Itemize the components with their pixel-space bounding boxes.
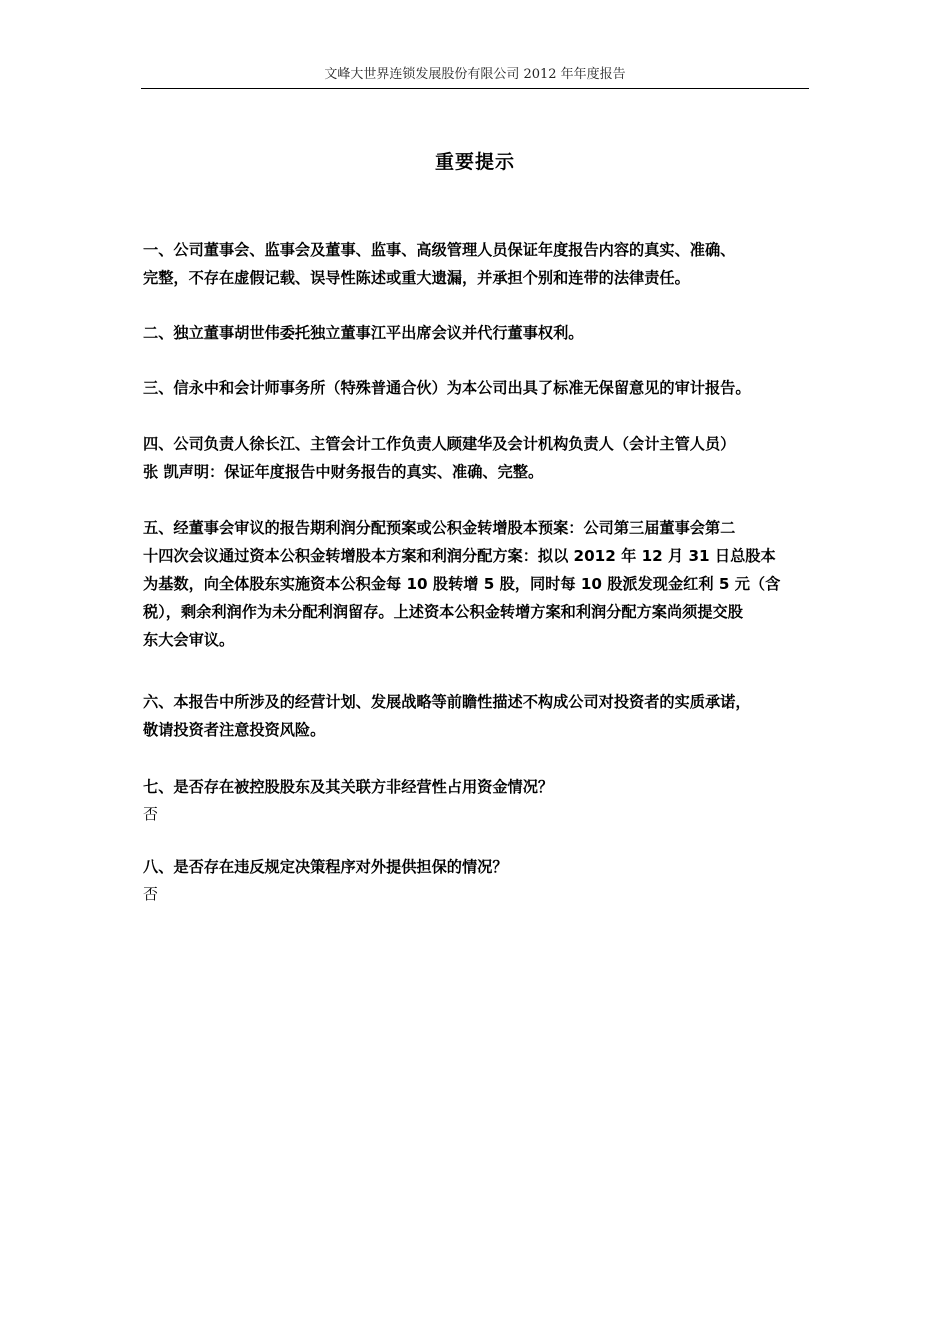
notice-item-1-line-2: 完整，不存在虚假记载、误导性陈述或重大遗漏，并承担个别和连带的法律责任。 [143, 269, 690, 287]
notice-item-1 [143, 236, 811, 292]
notice-item-8-question [143, 853, 811, 881]
notice-item-4-line-1: 四、公司负责人徐长江、主管会计工作负责人顾建华及会计机构负责人（会计主管人员） [143, 435, 736, 453]
notice-item-7-question [143, 773, 811, 801]
page-header [141, 64, 809, 89]
notice-item-6 [143, 688, 811, 744]
notice-item-5-line-3: 为基数，向全体股东实施资本公积金每 10 股转增 5 股，同时每 10 股派发现金红利 5 元（含 [143, 575, 781, 593]
notice-item-5-line-4: 税），剩余利润作为未分配利润留存。上述资本公积金转增方案和利润分配方案尚须提交股 [143, 603, 743, 621]
header-text: 文峰大世界连锁发展股份有限公司 2012 年年度报告 [324, 67, 626, 82]
notice-item-2 [143, 319, 811, 347]
notice-item-1-line-1: 一、公司董事会、监事会及董事、监事、高级管理人员保证年度报告内容的真实、准确、 [143, 241, 736, 259]
notice-item-5 [143, 514, 811, 654]
notice-item-3-line-1: 三、信永中和会计师事务所（特殊普通合伙）为本公司出具了标准无保留意见的审计报告。 [143, 379, 751, 397]
notice-item-8-question-text: 八、是否存在违反规定决策程序对外提供担保的情况？ [143, 858, 508, 876]
notice-item-4-line-2: 张 凯声明：保证年度报告中财务报告的真实、准确、完整。 [143, 463, 544, 481]
notice-item-3 [143, 374, 811, 402]
notice-item-8-answer: 否 [143, 885, 159, 903]
notice-item-5-line-5: 东大会审议。 [143, 631, 235, 649]
page-title: 重要提示 [434, 151, 515, 173]
notice-item-5-line-1: 五、经董事会审议的报告期利润分配预案或公积金转增股本预案：公司第三届董事会第二 [143, 519, 736, 537]
notice-item-7-answer: 否 [143, 805, 159, 823]
notice-item-7-question-text: 七、是否存在被控股股东及其关联方非经营性占用资金情况？ [143, 778, 554, 796]
notice-item-6-line-2: 敬请投资者注意投资风险。 [143, 721, 326, 739]
notice-item-4 [143, 430, 811, 486]
notice-item-6-line-1: 六、本报告中所涉及的经营计划、发展战略等前瞻性描述不构成公司对投资者的实质承诺， [143, 693, 751, 711]
notice-item-5-line-2: 十四次会议通过资本公积金转增股本方案和利润分配方案：拟以 2012 年 12 月 31 日总股本 [143, 547, 776, 565]
notice-item-2-line-1: 二、独立董事胡世伟委托独立董事江平出席会议并代行董事权利。 [143, 324, 584, 342]
